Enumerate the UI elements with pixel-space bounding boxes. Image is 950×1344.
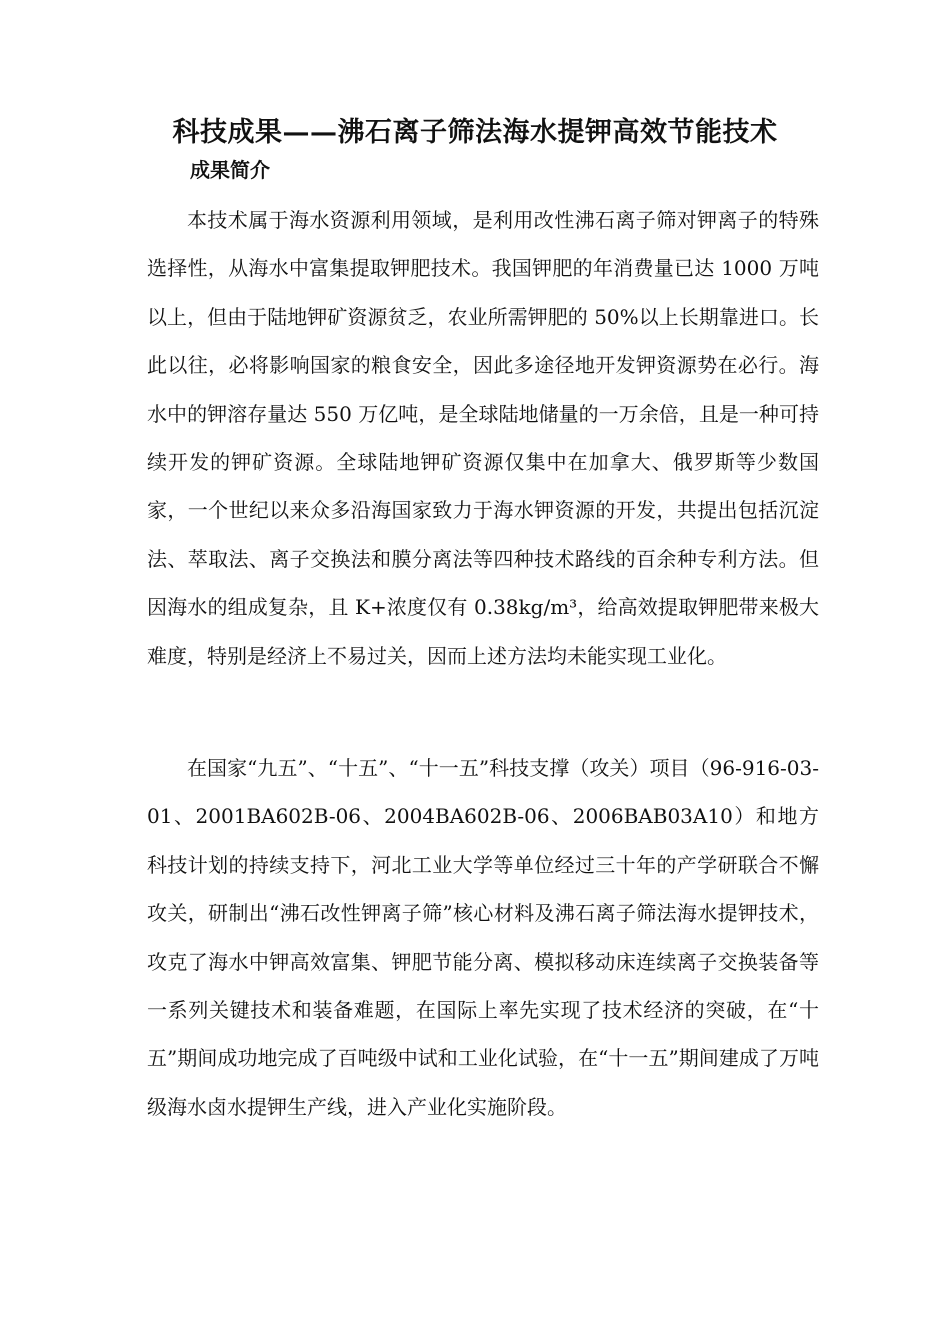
- paragraph-projects: 在国家“九五”、“十五”、“十一五”科技支撑（攻关）项目（96-916-03-01、2001BA602B-06、2004BA602B-06、2006BAB03A10）和地方科技计划的持续支持下，河北工业大学等单位经过三十年的产学研联合不懈攻关，研制出“沸石改性钾离子筛”核心材料及沸石离子筛法海水提钾技术，攻克了海水中钾高效富集、钾肥节能分离、模拟移动床连续离子交换装备等一系列关键技术和装备难题，在国际上率先实现了技术经济的突破，在“十五”期间成功地完成了百吨级中试和工业化试验，在“十一五”期间建成了万吨级海水卤水提钾生产线，进入产业化实施阶段。: [147, 756, 819, 1119]
- document-title: 科技成果——沸石离子筛法海水提钾高效节能技术: [172, 117, 778, 149]
- section-heading: 成果简介: [190, 158, 270, 182]
- paragraph-intro: 本技术属于海水资源利用领域，是利用改性沸石离子筛对钾离子的特殊选择性，从海水中富集提取钾肥技术。我国钾肥的年消费量已达 1000 万吨以上，但由于陆地钾矿资源贫乏，农业所需钾肥的 50%以上长期靠进口。长此以往，必将影响国家的粮食安全，因此多途径地开发钾资源势在必行。海水中的钾溶存量达 550 万亿吨，是全球陆地储量的一万余倍，且是一种可持续开发的钾矿资源。全球陆地钾矿资源仅集中在加拿大、俄罗斯等少数国家，一个世纪以来众多沿海国家致力于海水钾资源的开发，共提出包括沉淀法、萃取法、离子交换法和膜分离法等四种技术路线的百余种专利方法。但因海水的组成复杂，且 K+浓度仅有 0.38kg/m³，给高效提取钾肥带来极大难度，特别是经济上不易过关，因而上述方法均未能实现工业化。: [147, 208, 819, 668]
